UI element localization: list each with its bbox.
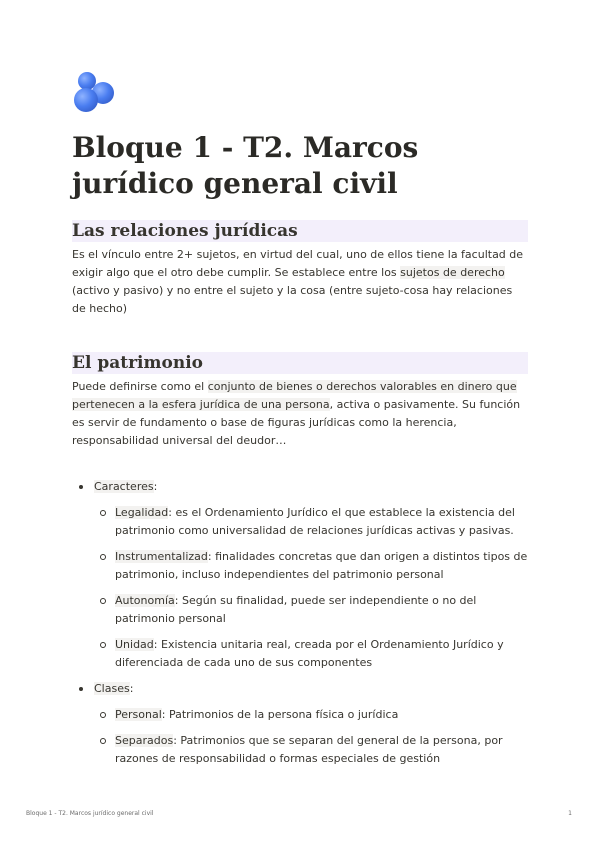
sub-list [94,504,528,672]
list-item: Unidad: Existencia unitaria real, creada por el Ordenamiento Jurídico y diferenciada de cada uno de sus componentes [94,636,528,672]
section-paragraph-relaciones: Es el vínculo entre 2+ sujetos, en virtud del cual, uno de ellos tiene la facultad de exigir algo que el otro debe cumplir. Se establece entre los sujetos de derecho (activo y pasivo) y no entre el sujeto y la cosa (entre sujeto-cosa hay relaciones de hecho) [72,248,524,315]
list-item: Autonomía: Según su finalidad, puede ser independiente o no del patrimonio personal [94,592,528,628]
highlight-text: sujetos de derecho [400,266,505,279]
section-heading-relaciones: Las relaciones jurídicas [72,220,528,242]
list-item: Legalidad: es el Ordenamiento Jurídico el que establece la existencia del patrimonio como universalidad de relaciones jurídicas activas y pasivas. [94,504,528,540]
list-item: Instrumentalizad: finalidades concretas que dan origen a distintos tipos de patrimonio, incluso independientes del patrimonio personal [94,548,528,584]
page-number: 1 [568,810,572,817]
bullet-list [72,478,528,768]
list-item: Separados: Patrimonios que se separan del general de la persona, por razones de responsabilidad o formas especiales de gestión [94,732,528,768]
blueberries-icon [72,72,116,116]
section-paragraph-patrimonio: Puede definirse como el conjunto de bienes o derechos valorables en dinero que pertenecen a la esfera jurídica de una persona, activa o pasivamente. Su función es servir de fundamento o base de figuras jurídicas como la herencia, responsabilidad universal del deudor… [72,380,521,447]
page-title: Bloque 1 - T2. Marcos jurídico general civil [72,131,419,200]
sub-list [94,706,528,768]
footer-title: Bloque 1 - T2. Marcos jurídico general civil [26,810,154,817]
highlight-text: conjunto de bienes o derechos valorables en dinero que pertenecen a la esfera jurídica de una persona [72,380,517,411]
list-item-clases: Clases: Personal: Patrimonios de la persona física o jurídica Separados: Patrimonios que se separan del general de la persona, por razones de responsabilidad o formas especiales de gestión [72,680,528,768]
list-item: Personal: Patrimonios de la persona física o jurídica [94,706,528,724]
page-footer [26,810,572,817]
section-heading-patrimonio: El patrimonio [72,352,528,374]
list-item-caracteres: Caracteres: Legalidad: es el Ordenamiento Jurídico el que establece la existencia del patrimonio como universalidad de relaciones jurídicas activas y pasivas. Instrumentalizad: finalidades concretas que dan origen a distintos tipos de patrimonio, incluso independientes del patrimonio personal Autonomía: Según su finalidad, puede ser independiente o no del patrimonio personal Unidad: Existencia unitaria real, creada por el Ordenamiento Jurídico y diferenciada de cada uno de sus componentes [72,478,528,672]
document-page [72,72,528,776]
